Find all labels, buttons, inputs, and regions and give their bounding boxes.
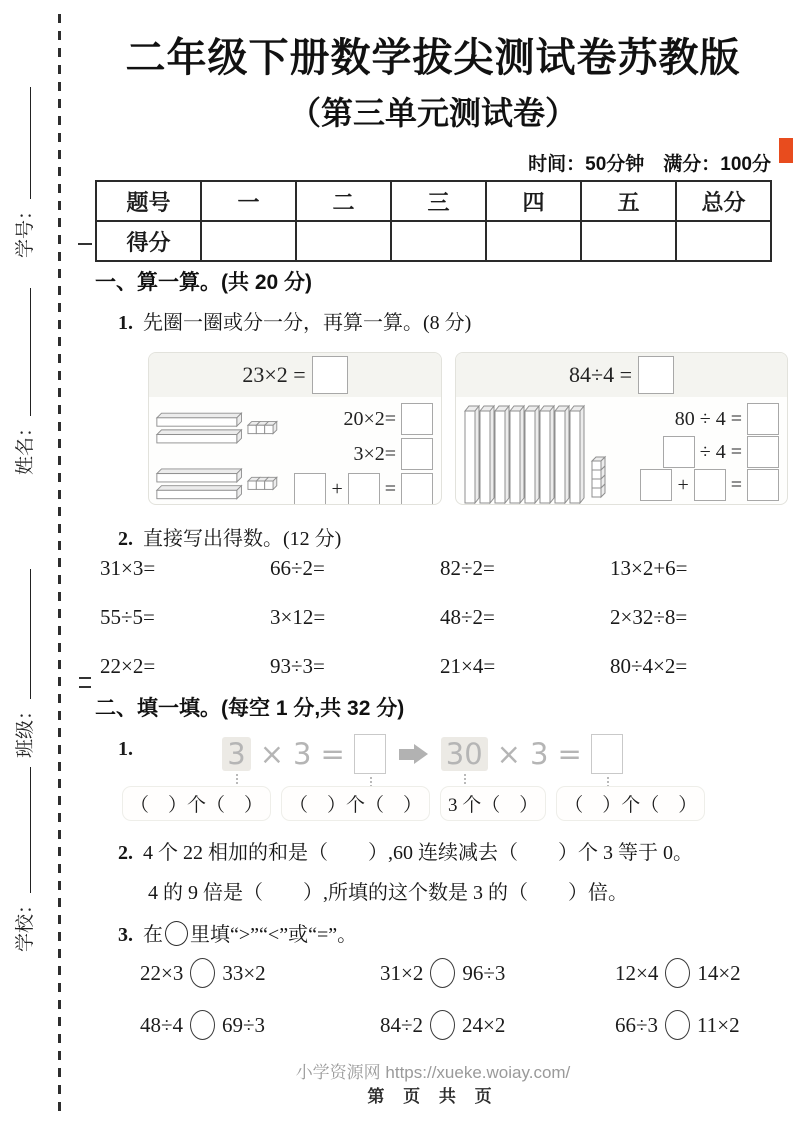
math-expression: 2×32÷8= bbox=[610, 605, 688, 629]
q1-left-equations bbox=[294, 401, 433, 505]
left-expression: 31×2 bbox=[380, 960, 424, 985]
right-expression: 24×2 bbox=[462, 1012, 506, 1037]
fill-blank-strip[interactable]: （ ）个（ ） bbox=[122, 786, 271, 821]
s2-q3-line bbox=[118, 918, 357, 947]
gray-number: 3 bbox=[529, 737, 549, 771]
student-name-blank-line[interactable] bbox=[19, 288, 31, 416]
comparison-item bbox=[140, 958, 380, 988]
score-header-cell: 一 bbox=[201, 181, 296, 221]
s2-q1-gray-equation bbox=[150, 734, 695, 774]
score-header-cell: 二 bbox=[296, 181, 391, 221]
comparison-answer-circle[interactable] bbox=[430, 958, 455, 988]
class-blank-line[interactable] bbox=[19, 569, 31, 699]
right-arrow-icon bbox=[399, 744, 428, 764]
s1-q1-number: 1. bbox=[118, 312, 133, 334]
comparison-item bbox=[615, 1010, 780, 1040]
q1-right-eq2-label: ÷ 4 = bbox=[699, 440, 742, 463]
equation-row bbox=[294, 473, 433, 505]
left-expression: 84÷2 bbox=[380, 1012, 424, 1037]
answer-box[interactable] bbox=[401, 473, 433, 505]
times-sign: × bbox=[496, 737, 521, 771]
comparison-answer-circle[interactable] bbox=[190, 958, 215, 988]
q1-right-body bbox=[456, 397, 787, 505]
answer-box[interactable] bbox=[640, 469, 672, 501]
comparison-item bbox=[615, 958, 780, 988]
s2-q3-prefix: 在 bbox=[143, 924, 163, 946]
s1-q2-text: 直接写出得数。(12 分) bbox=[143, 528, 342, 550]
binding-dashed-line bbox=[58, 14, 61, 1112]
math-expression: 48÷2= bbox=[440, 605, 495, 629]
equation-row bbox=[610, 469, 779, 501]
student-name-label: 姓名： bbox=[15, 417, 36, 475]
mental-math-grid bbox=[100, 556, 760, 679]
q1-right-main-equation bbox=[456, 353, 787, 397]
comparison-answer-circle[interactable] bbox=[665, 1010, 690, 1040]
page-title: 二年级下册数学拔尖测试卷苏教版 bbox=[125, 36, 741, 80]
q1-panels bbox=[148, 352, 788, 505]
fill-blank-strip[interactable]: （ ）个（ ） bbox=[556, 786, 705, 821]
equals-sign: = bbox=[557, 737, 582, 771]
right-expression: 69÷3 bbox=[222, 1012, 266, 1037]
gray-number: 3 bbox=[293, 737, 312, 771]
footer-page-info: 第 页 共 页 bbox=[367, 1087, 499, 1106]
fill-blank-strip[interactable]: （ ）个（ ） bbox=[281, 786, 430, 821]
school-blank-line[interactable] bbox=[19, 767, 31, 893]
comparison-answer-circle[interactable] bbox=[190, 1010, 215, 1040]
student-id-blank-line[interactable] bbox=[19, 87, 31, 199]
s1-q2-line bbox=[118, 522, 341, 551]
math-expression: 21×4= bbox=[440, 654, 496, 678]
s2-q1-number: 1. bbox=[118, 738, 133, 760]
s2-q2-text2: 4 的 9 倍是（ ）,所填的这个数是 3 的（ ）倍。 bbox=[148, 882, 628, 904]
class-label: 班级： bbox=[15, 700, 36, 758]
score-header-cell: 三 bbox=[391, 181, 486, 221]
math-expression: 22×2= bbox=[100, 654, 156, 678]
s1-q1-text: 先圈一圈或分一分，再算一算。(8 分) bbox=[143, 312, 472, 334]
answer-box[interactable] bbox=[591, 734, 623, 774]
score-header-cell: 总分 bbox=[676, 181, 771, 221]
left-expression: 12×4 bbox=[615, 960, 659, 985]
score-table-score-row bbox=[96, 221, 771, 261]
times-sign: × bbox=[259, 737, 284, 771]
s2-q2-line2 bbox=[148, 876, 628, 905]
page-subtitle: （第三单元测试卷） bbox=[288, 95, 577, 131]
answer-box[interactable] bbox=[663, 436, 695, 468]
answer-box[interactable] bbox=[312, 356, 348, 394]
answer-box[interactable] bbox=[747, 403, 779, 435]
time-score-meta: 时间：50分钟 满分：100分 bbox=[528, 154, 771, 175]
answer-box[interactable] bbox=[348, 473, 380, 505]
math-expression: 66÷2= bbox=[270, 556, 325, 580]
gray-number: 3 bbox=[222, 737, 250, 771]
answer-box[interactable] bbox=[747, 436, 779, 468]
math-expression: 31×3= bbox=[100, 556, 156, 580]
q1-left-body bbox=[149, 397, 441, 505]
comparison-row bbox=[140, 958, 780, 988]
equation-row bbox=[294, 438, 433, 470]
score-entry-cell[interactable] bbox=[676, 221, 771, 261]
footer-site-link[interactable]: 小学资源网 https://xueke.woiay.com/ bbox=[295, 1063, 571, 1082]
comparison-row bbox=[140, 1010, 780, 1040]
s2-q1-answer-strips bbox=[122, 786, 702, 821]
base-ten-blocks-horizontal bbox=[155, 401, 294, 505]
q1-left-eq2-label: 3×2= bbox=[353, 442, 396, 465]
math-expression: 3×12= bbox=[270, 605, 326, 629]
fold-mark-double-top bbox=[79, 677, 91, 679]
comparison-item bbox=[140, 1010, 380, 1040]
score-header-cell: 题号 bbox=[96, 181, 201, 221]
section2-heading: 二、填一填。(每空 1 分,共 32 分) bbox=[95, 697, 405, 720]
comparison-item bbox=[380, 1010, 615, 1040]
right-expression: 96÷3 bbox=[462, 960, 506, 985]
left-expression: 22×3 bbox=[140, 960, 184, 985]
q1-right-main-label: 84÷4 = bbox=[569, 362, 632, 387]
right-expression: 33×2 bbox=[222, 960, 266, 985]
red-tab-marker bbox=[779, 138, 793, 163]
score-header-cell: 五 bbox=[581, 181, 676, 221]
score-header-cell: 四 bbox=[486, 181, 581, 221]
q1-right-panel bbox=[455, 352, 788, 505]
math-expression: 93÷3= bbox=[270, 654, 325, 678]
math-expression: 80÷4×2= bbox=[610, 654, 688, 678]
math-expression: 82÷2= bbox=[440, 556, 495, 580]
section1-heading: 一、算一算。(共 20 分) bbox=[95, 271, 313, 294]
student-id-label: 学号： bbox=[15, 200, 36, 258]
student-id-field bbox=[10, 87, 37, 258]
plus-sign: + bbox=[331, 477, 343, 500]
left-expression: 66÷3 bbox=[615, 1012, 659, 1037]
equals-sign: = bbox=[730, 473, 742, 496]
class-field bbox=[10, 569, 37, 758]
comparison-answer-circle[interactable] bbox=[665, 958, 690, 988]
s2-q2-number: 2. bbox=[118, 842, 133, 864]
q1-left-eq1-label: 20×2= bbox=[343, 407, 396, 430]
answer-box[interactable] bbox=[747, 469, 779, 501]
score-entry-cell[interactable] bbox=[486, 221, 581, 261]
math-expression: 55÷5= bbox=[100, 605, 155, 629]
equation-row bbox=[610, 436, 779, 468]
fill-blank-strip[interactable]: 3 个（ ） bbox=[440, 786, 546, 821]
fold-mark-single bbox=[78, 243, 92, 245]
answer-box[interactable] bbox=[638, 356, 674, 394]
q1-right-eq1-label: 80 ÷ 4 = bbox=[674, 407, 742, 430]
comparison-item bbox=[380, 958, 615, 988]
school-label: 学校： bbox=[15, 894, 36, 952]
answer-box[interactable] bbox=[294, 473, 326, 505]
q1-left-main-label: 23×2 = bbox=[242, 362, 306, 387]
base-ten-blocks-vertical bbox=[462, 401, 610, 505]
student-name-field bbox=[10, 288, 37, 475]
equals-sign: = bbox=[384, 477, 396, 500]
q1-left-panel bbox=[148, 352, 442, 505]
answer-box[interactable] bbox=[401, 438, 433, 470]
right-expression: 11×2 bbox=[697, 1012, 740, 1037]
s2-q3-suffix: 里填“>”“<”或“=”。 bbox=[190, 924, 358, 946]
score-row-label: 得分 bbox=[96, 221, 201, 261]
comparison-answer-circle[interactable] bbox=[430, 1010, 455, 1040]
s2-q2-text1: 4 个 22 相加的和是（ ）,60 连续减去（ ）个 3 等于 0。 bbox=[143, 842, 693, 864]
equals-sign: = bbox=[320, 737, 345, 771]
q1-right-equations bbox=[610, 401, 779, 505]
s1-q2-number: 2. bbox=[118, 528, 133, 550]
score-entry-cell[interactable] bbox=[201, 221, 296, 261]
score-entry-cell[interactable] bbox=[296, 221, 391, 261]
s1-q1-line bbox=[118, 306, 471, 335]
equation-row bbox=[610, 403, 779, 435]
score-entry-cell[interactable] bbox=[581, 221, 676, 261]
score-table bbox=[95, 180, 772, 262]
compare-circle-icon bbox=[165, 921, 188, 946]
score-table-header-row bbox=[96, 181, 771, 221]
s2-q2-line1 bbox=[118, 836, 693, 865]
math-expression: 13×2+6= bbox=[610, 556, 688, 580]
s2-q3-number: 3. bbox=[118, 924, 133, 946]
fold-mark-double-bottom bbox=[79, 686, 91, 688]
left-expression: 48÷4 bbox=[140, 1012, 184, 1037]
answer-box[interactable] bbox=[694, 469, 726, 501]
school-field bbox=[10, 767, 37, 952]
q1-left-main-equation bbox=[149, 353, 441, 397]
score-entry-cell[interactable] bbox=[391, 221, 486, 261]
plus-sign: + bbox=[677, 473, 689, 496]
gray-number: 30 bbox=[441, 737, 488, 771]
answer-box[interactable] bbox=[354, 734, 386, 774]
answer-box[interactable] bbox=[401, 403, 433, 435]
equation-row bbox=[294, 403, 433, 435]
right-expression: 14×2 bbox=[697, 960, 741, 985]
